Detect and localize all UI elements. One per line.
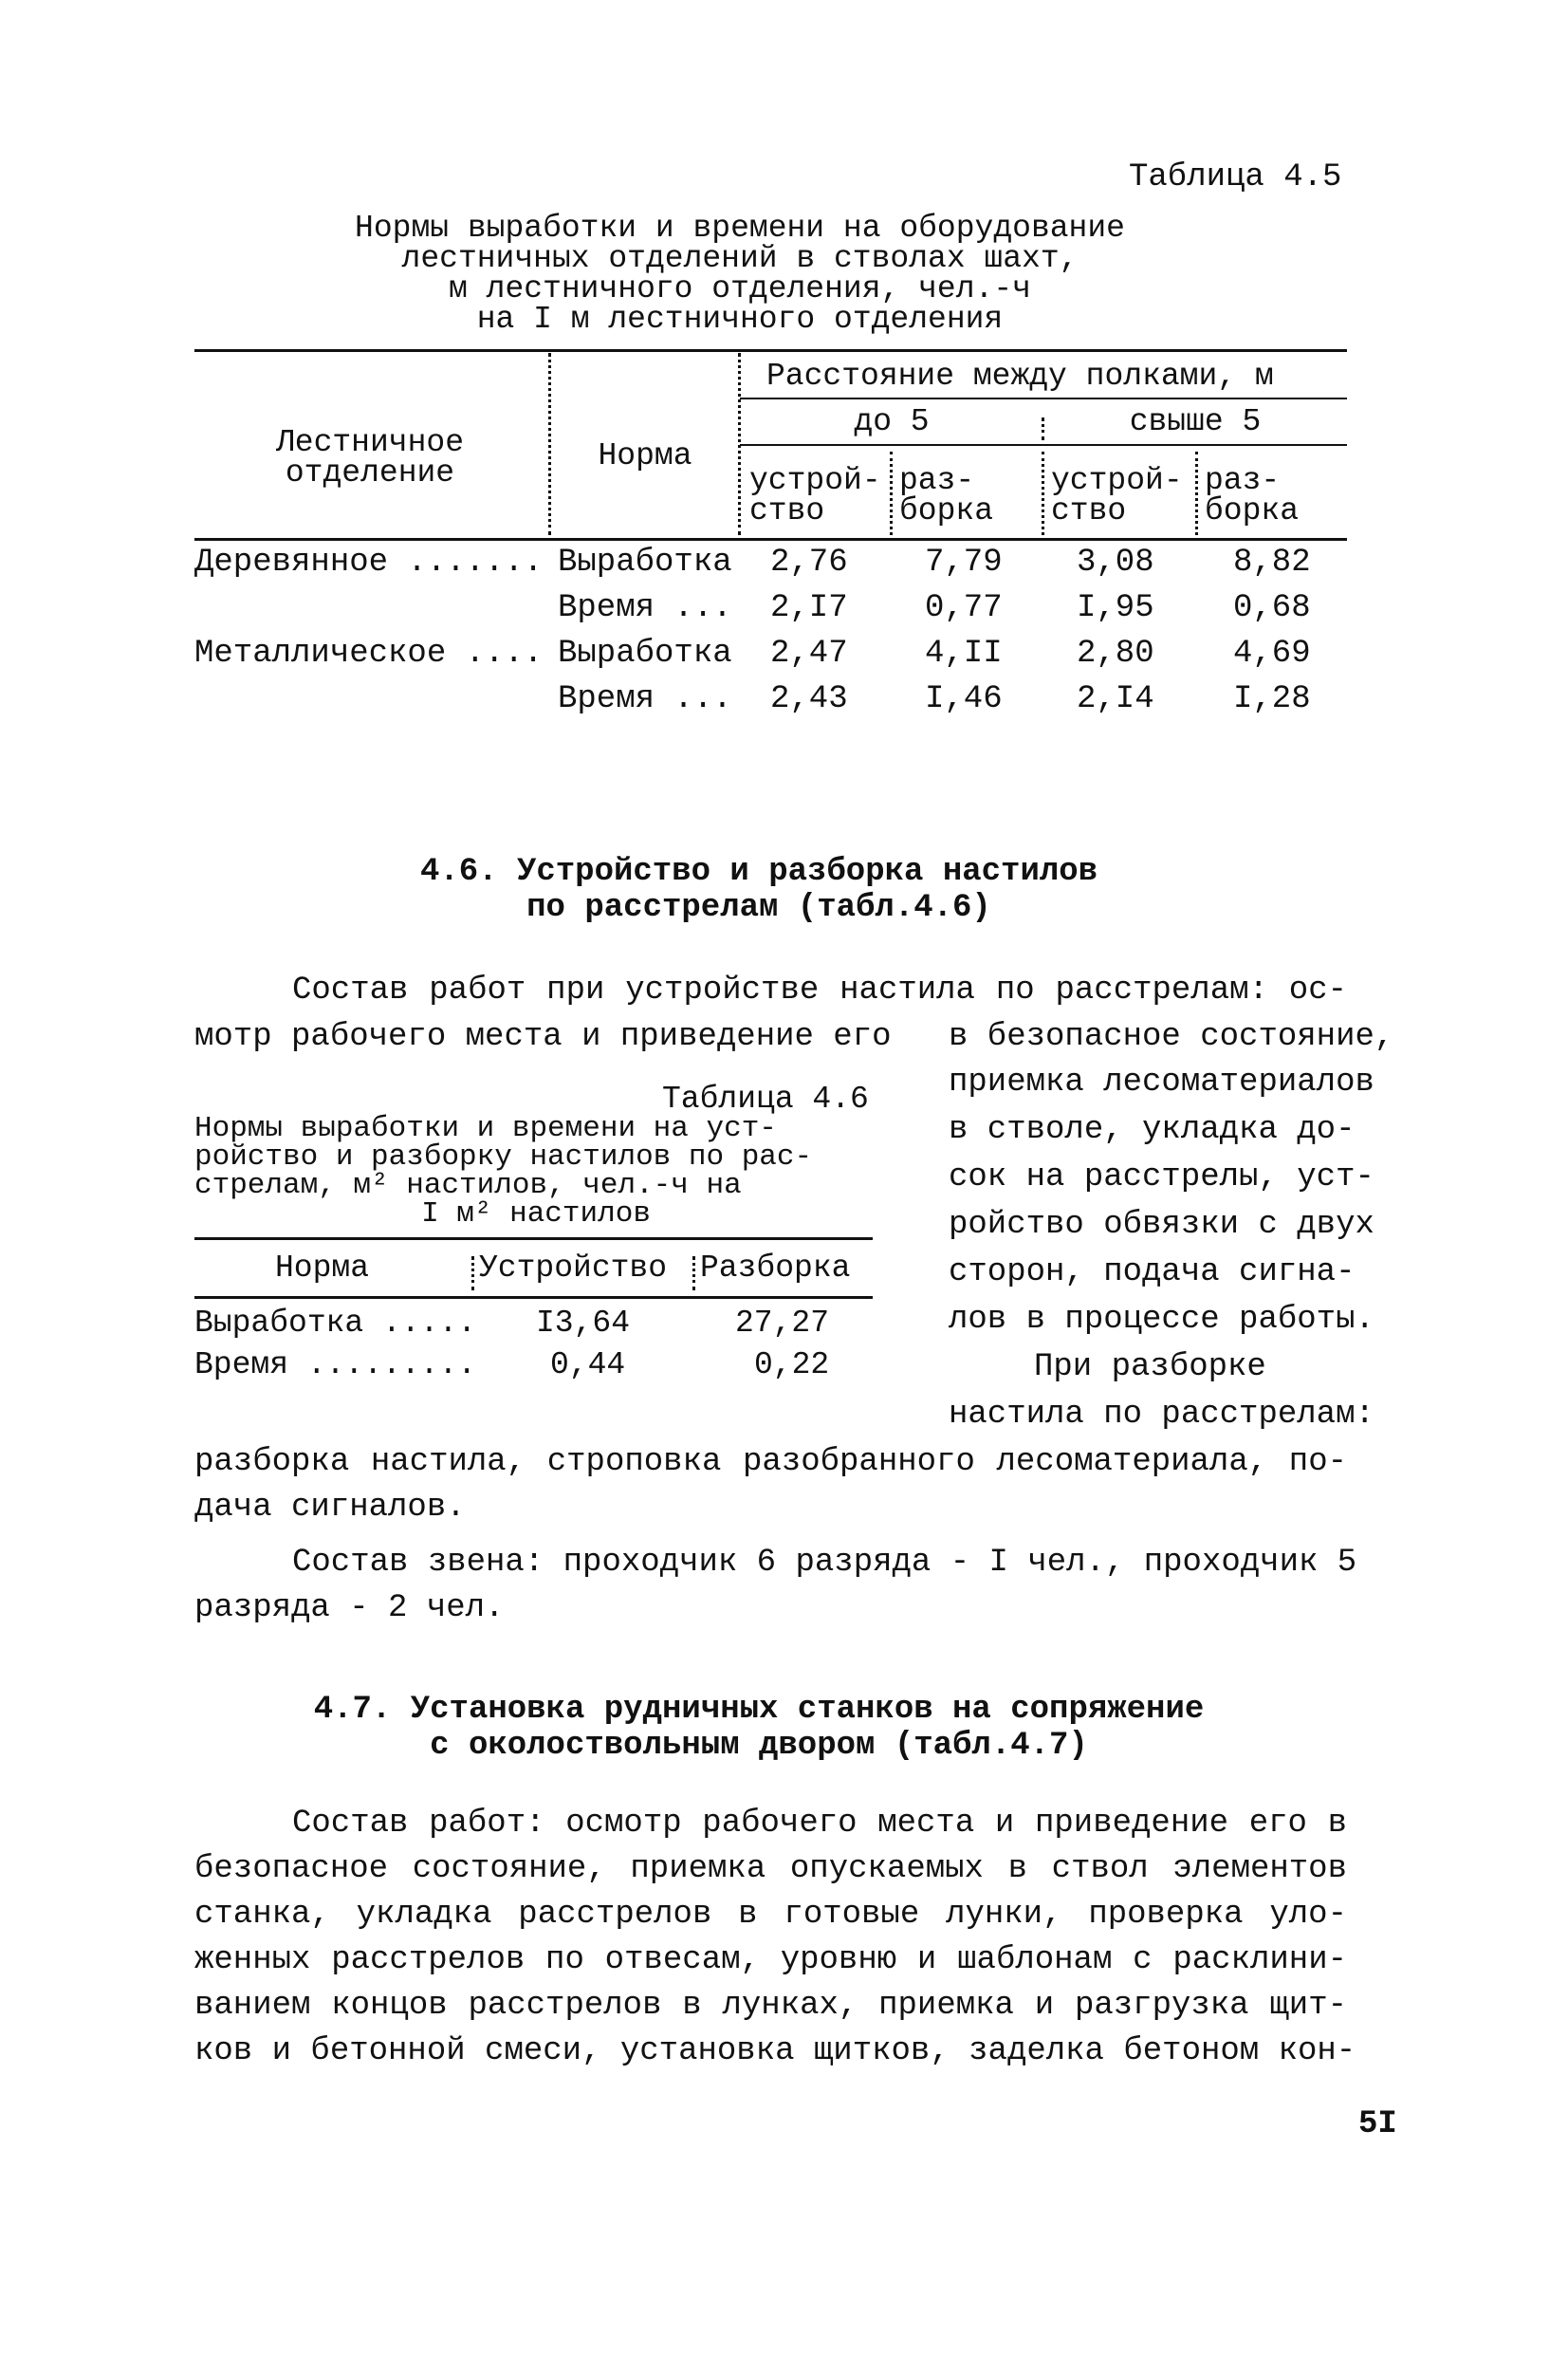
header-upto-5: до 5 <box>854 404 930 439</box>
paragraph-line: дача сигналов. <box>194 1490 466 1526</box>
paragraph-line: станка, укладка расстрелов в готовые лунки, проверка уло- <box>194 1897 1347 1933</box>
row-section: Металлическое .... <box>194 636 544 672</box>
table-4-5-col-sep-3 <box>1042 417 1044 440</box>
right-column-line: в стволе, укладка до- <box>949 1112 1356 1148</box>
header-norm: Норма <box>598 438 692 473</box>
table-4-6-top-rule <box>194 1237 873 1240</box>
table-4-5-top-rule <box>194 349 1347 352</box>
row-value: 8,82 <box>1233 545 1311 581</box>
row-install: I3,64 <box>536 1306 631 1341</box>
table-4-5-subheader-rule <box>740 398 1347 399</box>
table-4-5-subheader-rule-2 <box>740 444 1347 446</box>
header-section-line-2: отделение <box>285 455 455 491</box>
row-value: 7,79 <box>925 545 1003 581</box>
paragraph-line: в безопасное состояние, <box>949 1019 1394 1055</box>
row-norm: Выработка ..... <box>194 1306 477 1341</box>
table-4-5-header-bottom-rule <box>194 538 1347 541</box>
row-section: Деревянное ....... <box>194 545 544 581</box>
table-4-6-header-rule <box>194 1296 873 1299</box>
header-install-2-line-1: устрой- <box>1051 463 1183 498</box>
section-4-7-heading-line-2: с околоствольным двором (табл.4.7) <box>430 1728 1088 1764</box>
row-value: 2,43 <box>770 681 848 717</box>
table-4-5-col-sep-1 <box>548 353 551 535</box>
right-column-line: сок на расстрелы, уст- <box>949 1159 1374 1195</box>
row-norm: Время ......... <box>194 1347 477 1382</box>
table-4-6-header-install: Устройство <box>479 1251 668 1286</box>
paragraph-line: женных расстрелов по отвесам, уровню и шаблонам с расклини- <box>194 1942 1347 1978</box>
page-number: 5I <box>1358 2106 1397 2142</box>
right-column-line: При разборке <box>1034 1349 1266 1385</box>
table-4-6-header-dismantle: Разборка <box>700 1251 851 1286</box>
table-4-6-header-norm: Норма <box>275 1251 370 1286</box>
paragraph-line: ванием концов расстрелов в лунках, приемка и разгрузка щит- <box>194 1988 1347 2024</box>
table-4-6-title-line-1: Нормы выработки и времени на уст- <box>194 1112 777 1145</box>
table-4-6-col-sep-1 <box>471 1256 474 1290</box>
table-4-6-label: Таблица 4.6 <box>662 1082 869 1117</box>
table-4-5-col-sep-2 <box>738 353 741 535</box>
row-value: 4,II <box>925 636 1003 672</box>
table-4-6-col-sep-2 <box>692 1256 695 1290</box>
row-norm: Время ... <box>558 590 732 626</box>
right-column-line: сторон, подача сигна- <box>949 1254 1356 1290</box>
header-install-1-line-2: ство <box>749 493 825 528</box>
header-dismantle-1-line-2: борка <box>899 493 994 528</box>
row-value: 4,69 <box>1233 636 1311 672</box>
table-4-6-title-line-4: I м² настилов <box>421 1197 651 1231</box>
header-install-1-line-1: устрой- <box>749 463 881 498</box>
row-dismantle: 27,27 <box>735 1306 830 1341</box>
table-4-5-title-line-4: на I м лестничного отделения <box>476 302 1004 337</box>
table-4-5-title-line-3: м лестничного отделения, чел.-ч <box>449 271 1031 306</box>
paragraph-line: ков и бетонной смеси, установка щитков, заделка бетоном кон- <box>194 2033 1356 2069</box>
row-value: 2,76 <box>770 545 848 581</box>
table-4-5-title-line-1: Нормы выработки и времени на оборудование <box>355 211 1125 246</box>
table-4-5-col-sep-5 <box>1042 452 1044 535</box>
crew-line: Состав звена: проходчик 6 разряда - I чел., проходчик 5 <box>292 1545 1357 1581</box>
section-4-6-heading-line-2: по расстрелам (табл.4.6) <box>526 890 991 926</box>
row-value: 0,77 <box>925 590 1003 626</box>
right-column-line: лов в процессе работы. <box>949 1302 1374 1338</box>
paragraph-line: безопасное состояние, приемка опускаемых в ствол элементов <box>194 1851 1347 1887</box>
header-dismantle-2-line-1: раз- <box>1205 463 1281 498</box>
paragraph-line: Состав работ: осмотр рабочего места и приведение его в <box>292 1806 1347 1842</box>
section-4-7-heading-line-1: 4.7. Установка рудничных станков на сопряжение <box>313 1692 1205 1728</box>
section-4-6-heading-line-1: 4.6. Устройство и разборка настилов <box>419 854 1098 890</box>
header-install-2-line-2: ство <box>1051 493 1127 528</box>
paragraph-line: разборка настила, строповка разобранного лесоматериала, по- <box>194 1444 1347 1480</box>
right-column-line: ройство обвязки с двух <box>949 1207 1374 1243</box>
row-value: 2,I4 <box>1077 681 1154 717</box>
row-value: I,28 <box>1233 681 1311 717</box>
row-norm: Выработка <box>558 545 732 581</box>
header-dismantle-2-line-2: борка <box>1205 493 1300 528</box>
row-value: 3,08 <box>1077 545 1154 581</box>
row-install: 0,44 <box>550 1347 626 1382</box>
row-dismantle: 0,22 <box>754 1347 830 1382</box>
header-over-5: свыше 5 <box>1129 404 1262 439</box>
table-4-5-title-line-2: лестничных отделений в стволах шахт, <box>401 241 1079 276</box>
header-section-line-1: Лестничное <box>275 425 465 460</box>
header-dismantle-1-line-1: раз- <box>899 463 975 498</box>
row-norm: Выработка <box>558 636 732 672</box>
row-value: 2,47 <box>770 636 848 672</box>
table-4-5-col-sep-4 <box>890 452 893 535</box>
table-4-5-col-sep-6 <box>1195 452 1198 535</box>
header-distance: Расстояние между полками, м <box>766 359 1274 394</box>
table-4-5-label: Таблица 4.5 <box>1129 159 1342 195</box>
row-norm: Время ... <box>558 681 732 717</box>
right-column-line: настила по расстрелам: <box>949 1397 1374 1433</box>
table-4-6-title-line-3: стрелам, м² настилов, чел.-ч на <box>194 1169 742 1202</box>
table-4-6-title-line-2: ройство и разборку настилов по рас- <box>194 1140 813 1174</box>
paragraph-line: мотр рабочего места и приведение его <box>194 1019 892 1055</box>
right-column-line: приемка лесоматериалов <box>949 1065 1374 1101</box>
row-value: 0,68 <box>1233 590 1311 626</box>
row-value: 2,80 <box>1077 636 1154 672</box>
row-value: I,95 <box>1077 590 1154 626</box>
row-value: I,46 <box>925 681 1003 717</box>
crew-line: разряда - 2 чел. <box>194 1590 505 1626</box>
paragraph-line: Состав работ при устройстве настила по расстрелам: ос- <box>292 973 1347 1009</box>
row-value: 2,I7 <box>770 590 848 626</box>
